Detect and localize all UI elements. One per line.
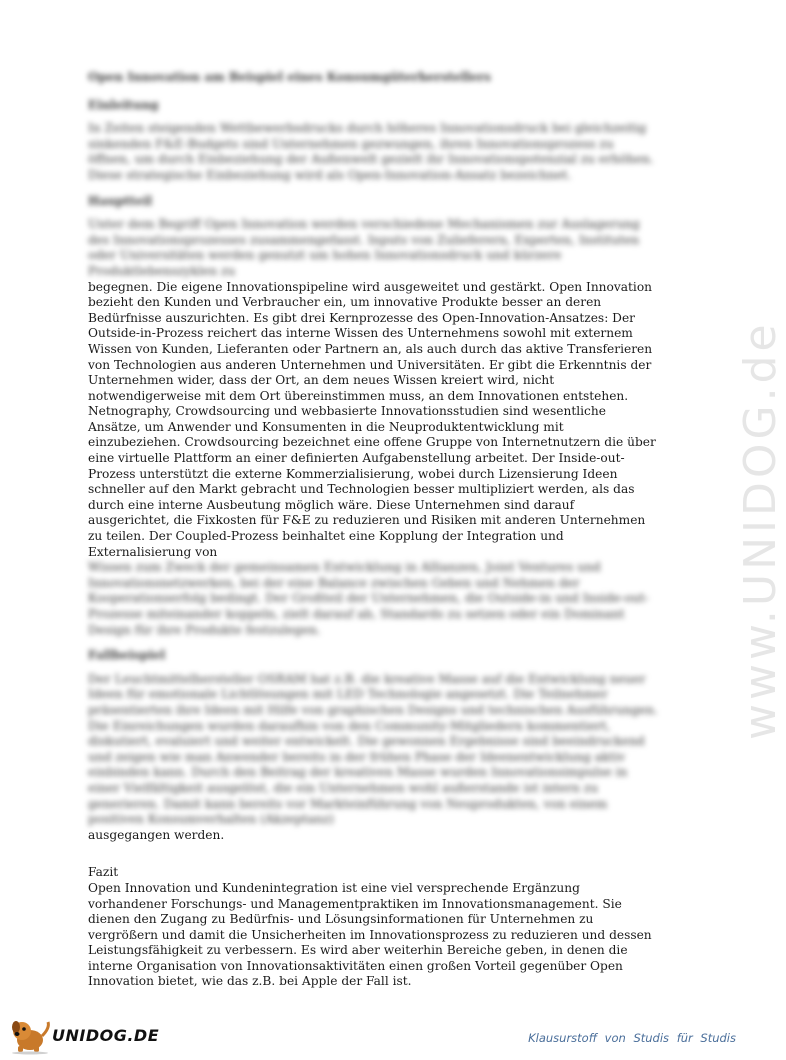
unidog-logo[interactable]: [8, 1018, 178, 1054]
intro-heading: Einleitung: [88, 97, 159, 112]
logo-text: UNIDOG.DE: [52, 1026, 160, 1045]
main-paragraph-visible: begegnen. Die eigene Innovationspipeline wird ausgeweitet und gestärkt. Open Innovation bezieht den Kunden und Verbraucher ein, um innovative Produkte besser an deren Bedürfnisse auszurichten. Es gibt drei Kernprozesse des Open-Innovation-Ansatzes: Der Outside-in-Prozess reichert das interne Wissen des Unternehmens sowohl mit externem Wissen von Kunden, Lieferanten oder Partnern an, als auch durch das aktive Transferieren von Technologien aus anderen Unternehmen und Universitäten. Er gibt die Erkenntnis der Unternehmen wider, dass der Ort, an dem neues Wissen kreiert wird, nicht notwendigerweise mit dem Ort übereinstimmen muss, an dem Innovationen entstehen. Netnography, Crowdsourcing und webbasierte Innovationsstudien sind wesentliche Ansätze, um Anwender und Konsumenten in die Neuproduktentwicklung mit einzubeziehen. Crowdsourcing bezeichnet eine offene Gruppe von Internetnutzern die über eine virtuelle Plattform an einer definierten Aufgabenstellung arbeitet. Der Inside-out-Prozess unterstützt die externe Kommerzialisierung, wobei durch Lizensierung Ideen schneller auf den Markt gebracht und Technologien besser multipliziert werden, als das durch eine interne Ausbeutung möglich wäre. Diese Unternehmen sind darauf ausgerichtet, die Fixkosten für F&E zu reduzieren und Risiken mit anderen Unternehmen zu teilen. Der Coupled-Prozess beinhaltet eine Kopplung der Integration und Externalisierung von: [88, 279, 656, 559]
watermark-text: www.UNIDOG.de: [735, 320, 786, 740]
intro-paragraph: In Zeiten steigenden Wettbewerbsdrucks durch höheres Innovationsdruck bei gleichzeitig sinkenden F&E-Budgets sind Unternehmen gezwungen, ihren Innovationsprozess zu öffnen, um durch Einbeziehung der Außenwelt gezielt ihr Innovationspotenzial zu erhöhen. Diese strategische Einbeziehung wird als Open-Innovation-Ansatz bezeichnet.: [88, 121, 654, 182]
document-body: [88, 70, 658, 990]
case-paragraph-visible: ausgegangen werden.: [88, 827, 225, 842]
fazit-paragraph: Open Innovation und Kundenintegration ist eine viel versprechende Ergänzung vorhandener Forschungs- und Managementpraktiken im Innovationsmanagement. Sie dienen den Zugang zu Bedürfnis- und Lösungsinformationen für Unternehmen zu vergrößern und damit die Unsicherheiten im Innovationsprozess zu reduzieren und dessen Leistungsfähigkeit zu verbessern. Es wird aber weiterhin Bereiche geben, in denen die interne Organisation von Innovationsaktivitäten einen großen Vorteil gegenüber Open Innovation bietet, wie das z.B. bei Apple der Fall ist.: [88, 880, 652, 989]
footer-slogan: Klausurstoff von Studis für Studis: [528, 1031, 736, 1045]
main-paragraph-blurred-top: Unter dem Begriff Open Innovation werden verschiedene Mechanismen zur Auslagerung des Innovationsprozesses zusammengefasst. Inputs von Zulieferern, Experten, Instituten oder Universitäten werden genutzt um hohen Innovationsdruck und kürzere Produktlebenszyklen zu: [88, 217, 640, 278]
document-title: Open Innovation am Beispiel eines Konsumgüterherstellers: [88, 70, 491, 84]
case-paragraph-blurred: Der Leuchtmittelhersteller OSRAM hat z.B. die kreative Masse auf die Entwicklung neuer Ideen für emotionale Lichtlösungen mit LED Technologie angesetzt. Die Teilnehmer präsentierten ihre Ideen mit Hilfe von graphischen Designs und technischen Ausführungen. Die Einreichungen wurden daraufhin von den Community-Mitgliedern kommentiert, diskutiert, evaluiert und weiter entwickelt. Die gewonnen Ergebnisse sind beeindruckend und zeigen wie man Anwender bereits in der frühen Phase der Ideenentwicklung aktiv einbinden kann. Durch den Beitrag der kreativen Masse wurden Innovationsimpulse in einer Vielfältigkeit ausgelöst, die ein Unternehmen wohl außerstande ist intern zu generieren. Damit kann bereits vor Markteinführung von Neuprodukten, von einem positiven Konsumverhalten (Akzeptanz): [88, 671, 658, 827]
main-heading: Hauptteil: [88, 193, 153, 208]
dog-mascot-icon: [8, 1018, 52, 1054]
case-heading: Fallbeispiel: [88, 648, 166, 663]
fazit-heading: Fazit: [88, 865, 119, 880]
main-paragraph-blurred-bottom: Wissen zum Zweck der gemeinsamen Entwicklung in Allianzen, Joint Ventures und Innovationsnetzwerken, bei der eine Balance zwischen Geben und Nehmen der Kooperationserfolg bedingt. Der Großteil der Unternehmen, die Outside-in und Inside-out-Prozesse miteinander koppeln, zielt darauf ab, Standards zu setzen oder ein Dominant Design für ihre Produkte festzulegen.: [88, 560, 649, 637]
